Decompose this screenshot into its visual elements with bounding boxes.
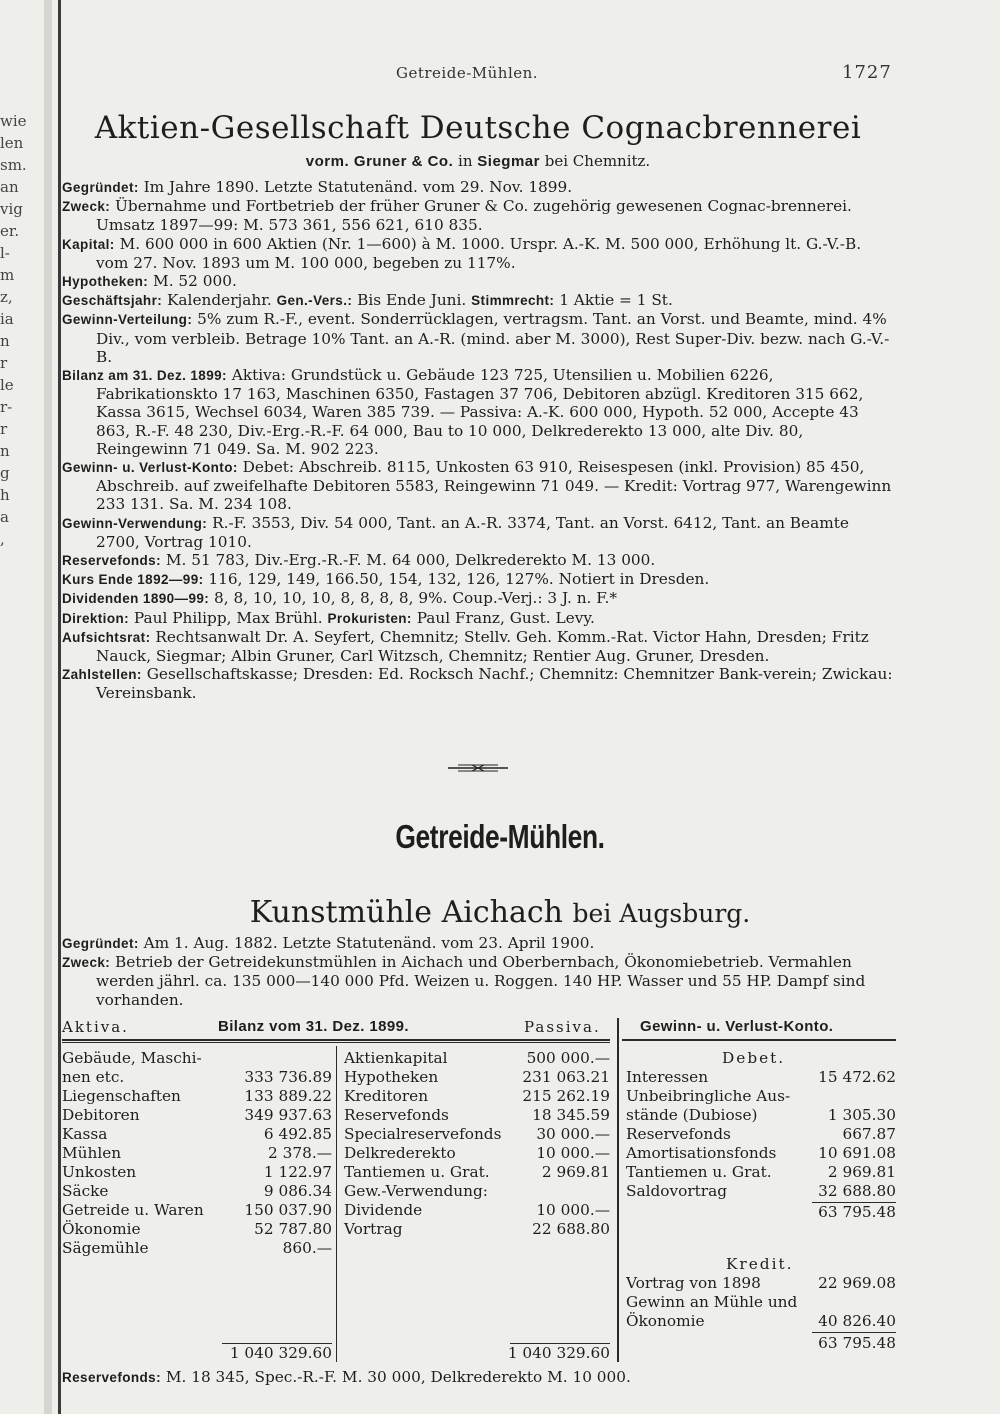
entry xyxy=(62,628,894,665)
bleed-fragment: z, xyxy=(0,288,13,306)
bleed-fragment: an xyxy=(0,178,19,196)
entry-label: Gen.-Vers.: xyxy=(276,293,353,309)
entry-text: Rechtsanwalt Dr. A. Seyfert, Chemnitz; Stellv. Geh. Komm.-Rat. Victor Hahn, Dresden; Fritz Nauck, Siegmar; Albin Gruner, Carl Witzsch, Chemnitz; Rentier Aug. Gruner, Dresden. xyxy=(96,627,869,666)
bleed-fragment: m xyxy=(0,266,15,284)
entry-text: Gesellschaftskasse; Dresden: Ed. Rocksch Nachf.; Chemnitz: Chemnitzer Bank-verein; Zwickau: Vereinsbank. xyxy=(96,665,893,703)
entry xyxy=(62,235,894,272)
subtitle-place: Siegmar xyxy=(477,153,540,170)
row-label: Hypotheken xyxy=(344,1068,439,1086)
row-amount: 231 063.21 xyxy=(522,1068,610,1086)
bleed-fragment: r- xyxy=(0,398,13,416)
entry xyxy=(62,366,894,458)
entry-label: Hypotheken: xyxy=(62,274,149,290)
row-amount: 349 937.63 xyxy=(244,1106,332,1124)
row-amount: 2 969.81 xyxy=(827,1163,896,1181)
entry-label: Kurs Ende 1892—99: xyxy=(62,572,204,588)
row-label: stände (Dubiose) xyxy=(626,1106,758,1124)
row-amount: 22 969.08 xyxy=(818,1274,896,1292)
entry-label: Zweck: xyxy=(62,199,111,215)
bleed-fragment: wie xyxy=(0,112,27,130)
bilanz-title: Bilanz vom 31. Dez. 1899. xyxy=(218,1018,409,1035)
entry-text: 116, 129, 149, 166.50, 154, 132, 126, 127%. Notiert in Dresden. xyxy=(203,570,710,589)
entry-text: Übernahme und Fortbetrieb der früher Gruner & Co. zugehörig gewesenen Cognac-brennerei. Umsatz 1897—99: M. 573 361, 556 621, 610 835. xyxy=(96,197,852,235)
row-amount: 1 305.30 xyxy=(827,1106,896,1124)
footer-text: M. 18 345, Spec.-R.-F. M. 30 000, Delkrederekto M. 10 000. xyxy=(160,1368,631,1386)
subtitle-prefix: vorm. xyxy=(305,153,350,170)
row-amount: 860.— xyxy=(282,1239,332,1257)
row-amount: 10 000.— xyxy=(536,1144,610,1162)
gv-top-rule xyxy=(622,1039,896,1041)
passiva-total: 1 040 329.60 xyxy=(507,1344,610,1362)
entry-text: 1 Aktie = 1 St. xyxy=(554,291,673,310)
company1-subtitle xyxy=(62,152,894,170)
company1-title: Aktien-Gesellschaft Deutsche Cognacbrennerei xyxy=(94,110,862,146)
entry xyxy=(62,551,894,570)
debet-label: Debet. xyxy=(722,1049,786,1067)
company2-title-suffix: bei Augsburg. xyxy=(572,899,751,928)
aktiva-passiva-divider xyxy=(336,1046,337,1362)
row-amount: 40 826.40 xyxy=(818,1312,896,1330)
row-label: Tantiemen u. Grat. xyxy=(626,1163,772,1181)
company1-block xyxy=(62,110,894,703)
entry xyxy=(62,934,902,953)
kredit-label: Kredit. xyxy=(726,1255,794,1273)
entry-label: Gegründet: xyxy=(62,180,139,195)
entry-label: Dividenden 1890—99: xyxy=(62,591,210,607)
footer-label: Reservefonds: xyxy=(62,1370,161,1385)
debet-total: 63 795.48 xyxy=(818,1203,896,1221)
row-label: Debitoren xyxy=(62,1106,140,1124)
entry-label: Gegründet: xyxy=(62,936,139,951)
entry-label: Zahlstellen: xyxy=(62,667,142,683)
entry-text: 8, 8, 10, 10, 10, 8, 8, 8, 8, 9%. Coup.-Verj.: 3 J. n. F.* xyxy=(209,589,618,608)
entry-text: Paul Franz, Gust. Levy. xyxy=(411,608,595,627)
row-amount: 10 000.— xyxy=(536,1201,610,1219)
bleed-fragment: l- xyxy=(0,244,10,262)
gutter-line xyxy=(58,0,61,1414)
row-label: Kreditoren xyxy=(344,1087,429,1105)
entry-text: Debet: Abschreib. 8115, Unkosten 63 910, Reisespesen (inkl. Provision) 85 450, Abschreib. auf zweifelhafte Debitoren 5583, Reingewinn 71 049. — Kredit: Vortrag 977, Warengewinn 233 131. Sa. M. 234 108. xyxy=(96,458,892,514)
row-amount: 15 472.62 xyxy=(818,1068,896,1086)
footer-reservefonds xyxy=(62,1368,631,1386)
row-amount: 150 037.90 xyxy=(244,1201,332,1219)
entry-text: Paul Philipp, Max Brühl. xyxy=(129,608,328,627)
row-amount: 32 688.80 xyxy=(818,1182,896,1200)
entry-label: Prokuristen: xyxy=(327,610,412,626)
row-amount: 22 688.80 xyxy=(532,1220,610,1238)
entry-label: Gewinn-Verwendung: xyxy=(62,515,208,531)
bleed-fragment: a xyxy=(0,508,9,526)
row-label: Interessen xyxy=(626,1068,709,1086)
row-amount: 500 000.— xyxy=(526,1049,610,1067)
row-label: Säcke xyxy=(62,1182,109,1200)
row-amount: 2 969.81 xyxy=(541,1163,610,1181)
entry-text: Im Jahre 1890. Letzte Statutenänd. vom 29. Nov. 1899. xyxy=(138,178,573,196)
entry xyxy=(62,178,894,197)
row-amount: 52 787.80 xyxy=(254,1220,332,1238)
row-label: Dividende xyxy=(344,1201,423,1219)
row-amount: 2 378.— xyxy=(268,1144,332,1162)
bleed-fragment: n xyxy=(0,332,10,350)
entry xyxy=(62,514,894,551)
row-label: Gewinn an Mühle und xyxy=(626,1293,798,1311)
passiva-header: Passiva. xyxy=(524,1018,601,1036)
subtitle-suffix: bei Chemnitz. xyxy=(544,152,651,170)
row-label: Liegenschaften xyxy=(62,1087,181,1105)
row-amount: 9 086.34 xyxy=(263,1182,332,1200)
row-label: Reservefonds xyxy=(344,1106,449,1124)
row-label: Reservefonds xyxy=(626,1125,731,1143)
row-label: Aktienkapital xyxy=(344,1049,448,1067)
entry xyxy=(62,665,894,702)
entry-text: M. 51 783, Div.-Erg.-R.-F. M. 64 000, Delkrederekto M. 13 000. xyxy=(160,551,656,570)
bleed-fragment: sm. xyxy=(0,156,27,174)
balance-gv-divider xyxy=(617,1018,619,1362)
table-top-rule xyxy=(62,1039,610,1041)
row-label: Specialreservefonds xyxy=(344,1125,502,1143)
section-title: Getreide-Mühlen. xyxy=(395,818,605,855)
row-amount: 215 262.19 xyxy=(522,1087,610,1105)
row-amount: 333 736.89 xyxy=(244,1068,332,1086)
page-number: 1727 xyxy=(842,62,892,83)
running-head: Getreide-Mühlen. xyxy=(396,64,539,82)
entry xyxy=(62,197,894,234)
bleed-fragment: n xyxy=(0,442,10,460)
entry-text: Kalenderjahr. xyxy=(162,291,277,310)
row-amount: 1 122.97 xyxy=(263,1163,332,1181)
entry-label: Gewinn- u. Verlust-Konto: xyxy=(62,460,238,476)
entry-label: Stimmrecht: xyxy=(471,293,555,309)
bleed-fragment: g xyxy=(0,464,10,482)
entry-label: Kapital: xyxy=(62,236,115,252)
row-amount: 667.87 xyxy=(842,1125,896,1143)
company2-title xyxy=(0,895,1000,930)
entry-text: 5% zum R.-F., event. Sonderrücklagen, vertragsm. Tant. an Vorst. und Beamte, mind. 4% Div., vom verbleib. Betrage 10% Tant. an A.-R. (mind. aber M. 3000), Rest Super-Div. bezw. nach G.-V.-B. xyxy=(96,310,890,366)
bleed-fragment: r xyxy=(0,420,8,438)
entry xyxy=(62,589,894,608)
bleed-fragment: le xyxy=(0,376,14,394)
row-label: Mühlen xyxy=(62,1144,122,1162)
row-label: Gebäude, Maschi- xyxy=(62,1049,202,1067)
row-label: Saldovortrag xyxy=(626,1182,728,1200)
entry-label: Aufsichtsrat: xyxy=(62,629,151,645)
row-amount: 18 345.59 xyxy=(532,1106,610,1124)
kredit-sum-rule xyxy=(812,1332,896,1333)
company1-entries xyxy=(62,178,894,703)
row-label: Unbeibringliche Aus- xyxy=(626,1087,791,1105)
row-label: Delkrederekto xyxy=(344,1144,456,1162)
row-label: nen etc. xyxy=(62,1068,125,1086)
entry xyxy=(62,609,894,628)
entry xyxy=(62,458,894,514)
row-label: Vortrag von 1898 xyxy=(626,1274,761,1292)
entry xyxy=(62,953,902,1009)
gv-title: Gewinn- u. Verlust-Konto. xyxy=(640,1018,834,1035)
bleed-fragment: len xyxy=(0,134,24,152)
entry-text: Aktiva: Grundstück u. Gebäude 123 725, Utensilien u. Mobilien 6226, Fabrikationskto 17 163, Maschinen 6350, Fastagen 37 706, Debitoren abzügl. Kreditoren 315 662, Kassa 3615, Wechsel 6034, Waren 385 739. — Passiva: A.-K. 600 000, Hypoth. 52 000, Accepte 43 863, R.-F. 48 230, Div.-Erg.-R.-F. 64 000, Bau to 10 000, Delkrederekto 13 000, alte Div. 80, Reingewinn 71 049. Sa. M. 902 223. xyxy=(96,366,864,458)
bleed-fragment: r xyxy=(0,354,8,372)
row-label: Ökonomie xyxy=(62,1220,141,1238)
entry-text: M. 600 000 in 600 Aktien (Nr. 1—600) à M. 1000. Urspr. A.-K. M. 500 000, Erhöhung lt. G.-V.-B. vom 27. Nov. 1893 um M. 100 000, begeben zu 117%. xyxy=(96,234,862,272)
entry-text: R.-F. 3553, Div. 54 000, Tant. an A.-R. 3374, Tant. an Vorst. 6412, Tant. an Beamte 2700, Vortrag 1010. xyxy=(96,513,849,551)
subtitle-firm: Gruner & Co. xyxy=(353,153,454,170)
bleed-fragment: h xyxy=(0,486,10,504)
aktiva-total: 1 040 329.60 xyxy=(229,1344,332,1362)
bleed-fragment: ia xyxy=(0,310,14,328)
entry-label: Direktion: xyxy=(62,610,130,626)
row-label: Getreide u. Waren xyxy=(62,1201,204,1219)
entry-label: Reservefonds: xyxy=(62,553,161,569)
entry xyxy=(62,291,894,310)
row-label: Gew.-Verwendung: xyxy=(344,1182,488,1200)
row-label: Amortisationsfonds xyxy=(626,1144,777,1162)
entry-text: Am 1. Aug. 1882. Letzte Statutenänd. vom 23. April 1900. xyxy=(138,934,595,952)
company2-title-main: Kunstmühle Aichach xyxy=(249,895,563,930)
aktiva-header: Aktiva. xyxy=(62,1018,129,1036)
entry xyxy=(62,570,894,589)
entry-label: Gewinn-Verteilung: xyxy=(62,312,193,328)
entry-text: M. 52 000. xyxy=(148,272,237,291)
row-label: Unkosten xyxy=(62,1163,137,1181)
entry xyxy=(62,272,894,291)
entry-label: Zweck: xyxy=(62,955,111,971)
entry-text: Bis Ende Juni. xyxy=(352,291,472,310)
entry-label: Geschäftsjahr: xyxy=(62,293,163,309)
subtitle-mid: in xyxy=(458,152,473,170)
row-label: Vortrag xyxy=(344,1220,403,1238)
entry-label: Bilanz am 31. Dez. 1899: xyxy=(62,368,227,384)
entry xyxy=(62,310,894,366)
company2-entries xyxy=(62,934,902,1009)
bleed-fragment: , xyxy=(0,530,5,548)
bleed-fragment: vig xyxy=(0,200,23,218)
row-label: Sägemühle xyxy=(62,1239,149,1257)
section-ornament xyxy=(448,762,508,774)
entry-text: Betrieb der Getreidekunstmühlen in Aichach und Oberbernbach, Ökonomiebetrieb. Vermahlen werden jährl. ca. 135 000—140 000 Pfd. Weizen u. Roggen. 140 HP. Wasser und 55 HP. Dampf sind vorhanden. xyxy=(96,953,866,1009)
row-amount: 133 889.22 xyxy=(244,1087,332,1105)
row-label: Tantiemen u. Grat. xyxy=(344,1163,490,1181)
page-gutter xyxy=(44,0,52,1414)
previous-page-bleed xyxy=(0,110,38,550)
row-label: Kassa xyxy=(62,1125,108,1143)
row-amount: 30 000.— xyxy=(536,1125,610,1143)
row-amount: 6 492.85 xyxy=(263,1125,332,1143)
row-label: Ökonomie xyxy=(626,1312,705,1330)
kredit-total: 63 795.48 xyxy=(818,1334,896,1352)
table-top-rule-2 xyxy=(62,1042,610,1043)
row-amount: 10 691.08 xyxy=(818,1144,896,1162)
bleed-fragment: er. xyxy=(0,222,20,240)
